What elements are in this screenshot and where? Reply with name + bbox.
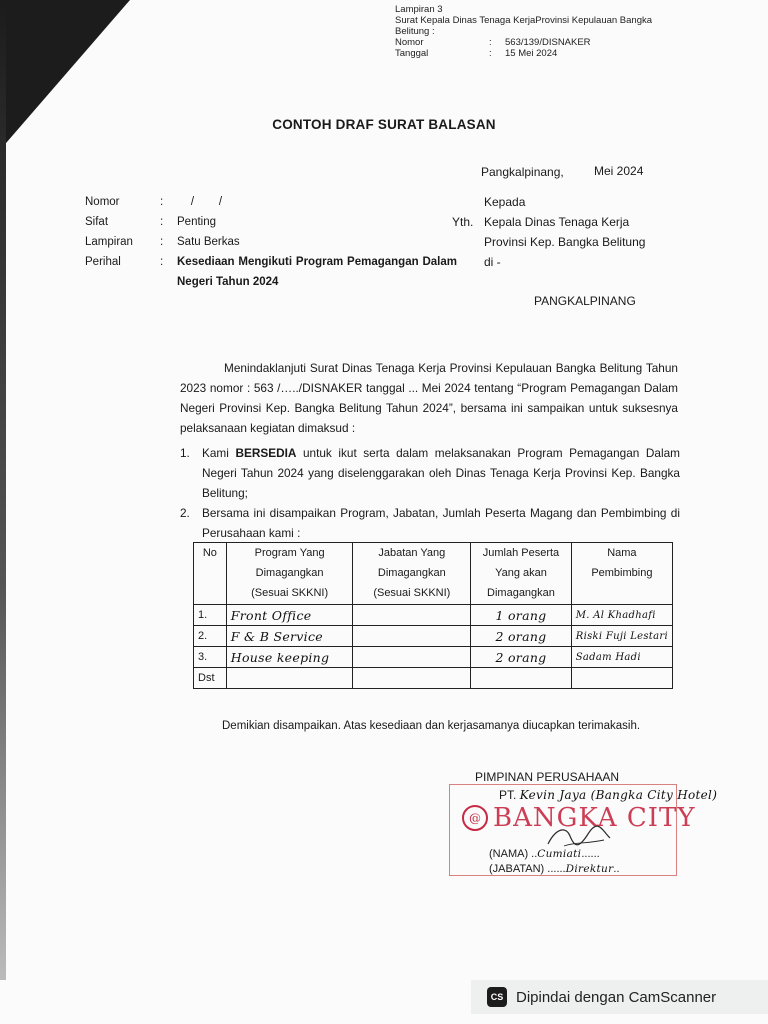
attachment-nomor-label: Nomor [395, 37, 424, 48]
stamp-logo-icon: @ [462, 805, 488, 831]
header-pembimbing: Nama Pembimbing [571, 543, 672, 605]
letter-meta: Nomor : / / Sifat : Penting Lampiran : Satu Berkas Perihal : Kesediaan Mengikuti Program Pemagangan Dalam Negeri Tahun 2024 [85, 196, 462, 300]
recipient-city: PANGKALPINANG [534, 294, 636, 308]
sifat-label: Sifat [85, 216, 109, 228]
nama-line: (NAMA) ..Cumiati...... [489, 848, 600, 860]
attachment-reference: Lampiran 3 Surat Kepala Dinas Tenaga KerjaProvinsi Kepulauan Bangka Belitung : Nomor : 563/139/DISNAKER Tanggal : 15 Mei 2024 [395, 4, 653, 59]
lampiran-value: Satu Berkas [177, 236, 240, 248]
list-item: 1. Kami BERSEDIA untuk ikut serta dalam melaksanakan Program Pemagangan Dalam Negeri Tahun 2024 yang diselenggarakan oleh Dinas Tenaga Kerja Provinsi Kep. Bangka Belitung; [180, 446, 680, 500]
company-name: PT. Kevin Jaya (Bangka City Hotel) [499, 788, 718, 802]
table-header-row [194, 543, 673, 605]
table-row: Dst [194, 668, 673, 689]
closing-sentence: Demikian disampaikan. Atas kesediaan dan kerjasamanya diucapkan terimakasih. [222, 720, 641, 732]
table-row: 2. F & B Service 2 orang Riski Fuji Lestari [194, 626, 673, 647]
table-row: 3. House keeping 2 orang Sadam Hadi [194, 647, 673, 668]
recipient-block [452, 195, 702, 308]
stamp-text: BANGKA CITY [493, 803, 696, 833]
nomor-label: Nomor [85, 196, 120, 208]
recipient-line2: Provinsi Kep. Bangka Belitung [484, 235, 646, 249]
attachment-nomor-value: 563/139/DISNAKER [505, 37, 591, 48]
recipient-line1: Kepala Dinas Tenaga Kerja [484, 215, 630, 229]
nomor-value: / / [190, 196, 223, 208]
header-program: Program Yang Dimagangkan (Sesuai SKKNI) [226, 543, 353, 605]
letter-body [180, 358, 678, 438]
camscanner-badge [471, 980, 768, 1014]
header-no: No [194, 543, 227, 605]
header-jumlah: Jumlah Peserta Yang akan Dimagangkan [471, 543, 572, 605]
attachment-line2: Surat Kepala Dinas Tenaga KerjaProvinsi Kepulauan Bangka [395, 15, 653, 26]
yth-label: Yth. [452, 215, 474, 229]
perihal-label: Perihal [85, 256, 121, 268]
numbered-list [180, 443, 680, 543]
table-row: 1. Front Office 1 orang M. Al Khadhafi [194, 605, 673, 626]
attachment-tanggal-value: 15 Mei 2024 [505, 48, 558, 59]
jabatan-line: (JABATAN) ......Direktur.. [489, 863, 620, 875]
body-paragraph: Menindaklanjuti Surat Dinas Tenaga Kerja Provinsi Kepulauan Bangka Belitung Tahun 2023 nomor : 563 /…../DISNAKER tanggal ... Mei 2024 tentang “Program Pemagangan Dalam Negeri Provinsi Kep. Bangka Belitung Tahun 2024”, bersama ini sampaikan untuk suksesnya pelaksanaan kegiatan dimaksud : [180, 361, 678, 435]
place-date [481, 165, 651, 179]
signature-heading: PIMPINAN PERUSAHAAN [475, 770, 620, 784]
header-jabatan: Jabatan Yang Dimagangkan (Sesuai SKKNI) [353, 543, 471, 605]
camscanner-label: Dipindai dengan CamScanner [516, 988, 717, 1006]
document-title: CONTOH DRAF SURAT BALASAN [272, 117, 496, 132]
recipient-line3: di - [484, 255, 501, 269]
sifat-value: Penting [177, 216, 217, 228]
lampiran-label: Lampiran [85, 236, 133, 248]
list-item: 2. Bersama ini disampaikan Program, Jabatan, Jumlah Peserta Magang dan Pembimbing di Perusahaan kami : [180, 506, 680, 540]
place: Pangkalpinang, [481, 165, 564, 179]
scan-shadow-edge [0, 0, 6, 980]
attachment-tanggal-label: Tanggal [395, 48, 429, 59]
attachment-title: Lampiran 3 [395, 4, 443, 15]
perihal-value: Kesediaan Mengikuti Program Pemagangan Dalam Negeri Tahun 2024 [177, 256, 457, 288]
intern-table [193, 542, 673, 689]
kepada-label: Kepada [484, 195, 526, 209]
attachment-line3: Belitung : [395, 26, 435, 37]
camscanner-icon: CS [487, 987, 507, 1007]
letter-date: Mei 2024 [594, 164, 644, 178]
signature-block [449, 770, 749, 880]
